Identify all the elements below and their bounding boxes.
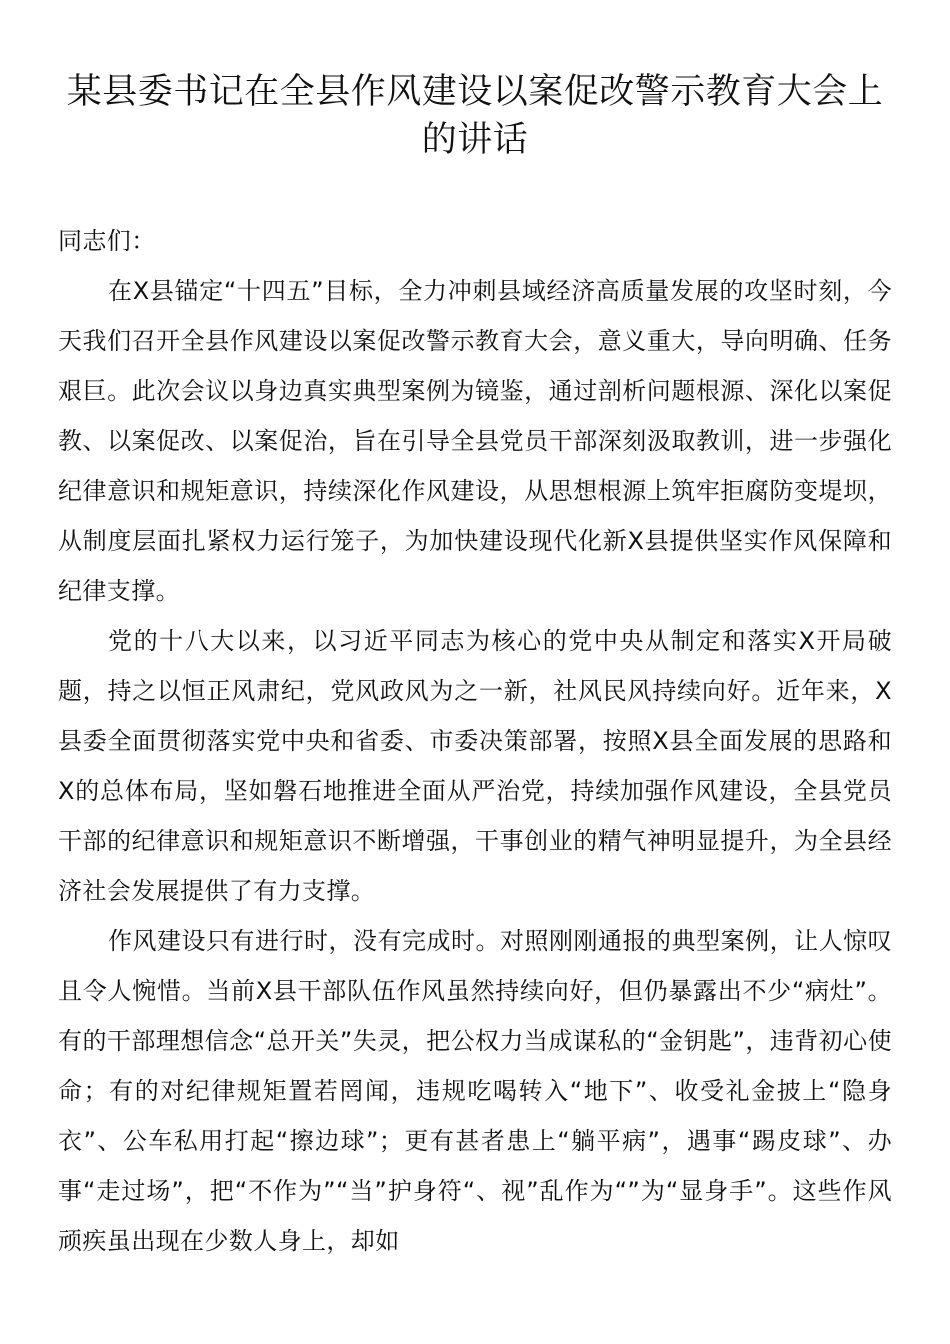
paragraph-1: 在X县锚定“十四五”目标，全力冲刺县域经济高质量发展的攻坚时刻，今天我们召开全县作风建设以案促改警示教育大会，意义重大，导向明确、任务艰巨。此次会议以身边真实典型案例为镜鉴，通过剖析问题根源、深化以案促教、以案促改、以案促治，旨在引导全县党员干部深刻汲取教训，进一步强化纪律意识和规矩意识，持续深化作风建设，从思想根源上筑牢拒腐防变堤坝，从制度层面扎紧权力运行笼子，为加快建设现代化新X县提供坚实作风保障和纪律支撑。 xyxy=(58,277,892,605)
salutation: 同志们： xyxy=(58,227,156,255)
document-title: 某县委书记在全县作风建设以案促改警示教育大会上的讲话 xyxy=(66,72,884,160)
paragraph-2: 党的十八大以来，以习近平同志为核心的党中央从制定和落实X开局破题，持之以恒正风肃纪，党风政风为之一新，社风民风持续向好。近年来，X县委全面贯彻落实党中央和省委、市委决策部署，按照X县全面发展的思路和X的总体布局，坚如磐石地推进全面从严治党，持续加强作风建设，全县党员干部的纪律意识和规矩意识不断增强，干事创业的精气神明显提升，为全县经济社会发展提供了有力支撑。 xyxy=(58,627,892,905)
document-body xyxy=(58,216,892,1266)
paragraph-3: 作风建设只有进行时，没有完成时。对照刚刚通报的典型案例，让人惊叹且令人惋惜。当前X县干部队伍作风虽然持续向好，但仍暴露出不少“病灶”。有的干部理想信念“总开关”失灵，把公权力当成谋私的“金钥匙”，违背初心使命；有的对纪律规矩置若罔闻，违规吃喝转入“地下”、收受礼金披上“隐身衣”、公车私用打起“擦边球”；更有甚者患上“躺平病”，遇事“踢皮球”、办事“走过场”，把“不作为”“当”护身符“、视”乱作为“”为“显身手”。这些作风顽疾虽出现在少数人身上，却如 xyxy=(58,927,892,1255)
